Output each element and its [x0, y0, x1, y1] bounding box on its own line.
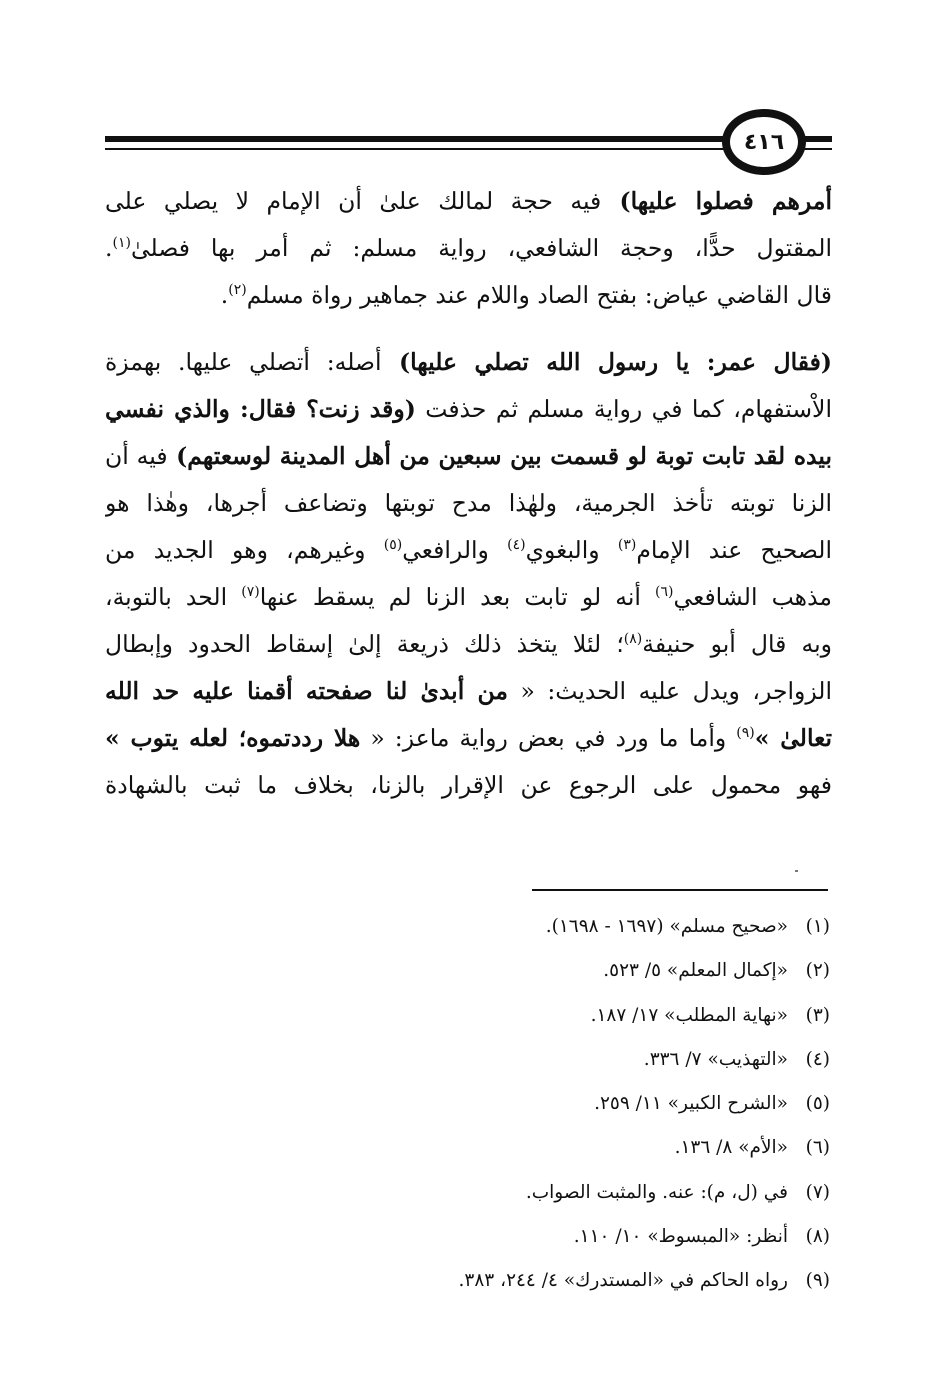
text-span: المقتول حدًّا، وحجة الشافعي، رواية مسلم: ثم أمر بها فصلىٰ: [130, 234, 832, 262]
footnote-number: (١): [805, 916, 830, 937]
text-line: [105, 480, 832, 527]
footnote-ref: (٧): [241, 584, 260, 601]
text-span: .: [220, 281, 229, 309]
footnote-text: أنظر: «المبسوط» ١٠/ ١١٠.: [573, 1226, 788, 1248]
text-span: الزنا توبته تأخذ الجرمية، ولهٰذا مدح توبتها وتضاعف أجرها، وهٰذا هو: [105, 489, 832, 517]
text-span: الصحيح عند الإمام: [636, 536, 832, 564]
footnote-ref: (١): [112, 235, 131, 252]
footnote-item: [300, 1082, 830, 1126]
text-line: [105, 621, 832, 668]
footnote-text: في (ل، م): عنه. والمثبت الصواب.: [525, 1181, 788, 1203]
footnote-ref: (٣): [617, 537, 637, 554]
text-line: [105, 272, 832, 319]
bold-span: تعالىٰ »: [754, 724, 832, 752]
footnote-ref: (٥): [383, 537, 403, 554]
footnote-number: (٣): [805, 1004, 830, 1026]
footnote-ref: (٢): [228, 282, 247, 299]
footnote-number: (٥): [805, 1093, 830, 1115]
footnote-separator: [532, 889, 828, 891]
footnote-item: [300, 905, 830, 949]
page-number-badge: [722, 109, 806, 175]
text-span: أصله: أتصلي عليها. بهمزة: [105, 348, 382, 376]
page-number: ٤١٦: [743, 129, 785, 155]
footnote-text: «إكمال المعلم» ٥/ ٥٢٣.: [603, 960, 788, 982]
text-line: [105, 386, 832, 433]
bold-span: من أبدىٰ لنا صفحته أقمنا عليه حد الله: [105, 677, 508, 705]
footnote-item: [300, 949, 830, 993]
main-text: [105, 178, 832, 809]
text-span: وأما ما ورد في بعض رواية ماعز: «: [360, 724, 737, 752]
footnote-item: [300, 1171, 830, 1215]
stray-dot: [795, 870, 798, 872]
footnote-item: [300, 1215, 830, 1259]
bold-span: (فقال عمر: يا رسول الله تصلي عليها): [381, 348, 832, 376]
footnote-text: «صحيح مسلم» (١٦٩٧ - ١٦٩٨).: [545, 916, 788, 937]
text-span: فيه حجة لمالك علىٰ أن الإمام لا يصلي على: [105, 187, 602, 215]
footnote-text: «الأم» ٨/ ١٣٦.: [674, 1137, 788, 1159]
header-rule-thin: [105, 148, 730, 150]
bold-span: بيده لقد تابت توبة لو قسمت بين سبعين من أهل المدينة لوسعتهم): [167, 442, 832, 470]
footnote-text: «الشرح الكبير» ١١/ ٢٥٩.: [594, 1093, 788, 1115]
footnote-item: [300, 1126, 830, 1170]
text-line: [105, 339, 832, 386]
text-line: [105, 178, 832, 225]
footnote-text: «التهذيب» ٧/ ٣٣٦.: [643, 1048, 788, 1070]
footnote-text: رواه الحاكم في «المستدرك» ٤/ ٢٤٤، ٣٨٣.: [458, 1270, 788, 1292]
header-rule-thick: [105, 136, 730, 142]
text-line: [105, 668, 832, 715]
text-line: [105, 762, 832, 809]
footnote-text: «نهاية المطلب» ١٧/ ١٨٧.: [590, 1004, 788, 1026]
bold-span: أمرهم فصلوا عليها): [601, 187, 832, 215]
text-span: مذهب الشافعي: [673, 583, 832, 611]
footnote-number: (٨): [805, 1226, 830, 1248]
footnote-ref: (٦): [655, 584, 674, 601]
bold-span: (وقد زنت؟ فقال: والذي نفسي: [105, 395, 416, 423]
text-line: [105, 433, 832, 480]
text-span: فيه أن: [105, 442, 168, 470]
text-line: [105, 527, 832, 574]
footnote-number: (٧): [805, 1181, 830, 1203]
footnotes: [300, 905, 830, 1304]
bold-span: هلا رددتموه؛ لعله يتوب »: [105, 724, 361, 752]
footnote-ref: (٨): [623, 631, 643, 648]
text-span: .: [105, 234, 113, 262]
footnote-number: (٤): [805, 1048, 830, 1070]
text-span: فهو محمول على الرجوع عن الإقرار بالزنا، بخلاف ما ثبت بالشهادة: [105, 771, 832, 799]
footnote-number: (٩): [805, 1270, 830, 1292]
footnote-number: (٢): [805, 960, 830, 982]
footnote-ref: (٩): [736, 725, 755, 742]
text-span: والرافعي: [402, 536, 508, 564]
footnote-item: [300, 1038, 830, 1082]
footnote-ref: (٤): [507, 537, 526, 554]
footnote-number: (٦): [805, 1137, 830, 1159]
text-span: قال القاضي عياض: بفتح الصاد واللام عند جماهير رواة مسلم: [246, 281, 832, 309]
text-span: أنه لو تابت بعد الزنا لم يسقط عنها: [259, 583, 656, 611]
footnote-item: [300, 1259, 830, 1303]
text-line: [105, 225, 832, 272]
footnote-item: [300, 994, 830, 1038]
text-line: [105, 574, 832, 621]
text-span: والبغوي: [525, 536, 618, 564]
text-span: وغيرهم، وهو الجديد من: [105, 536, 384, 564]
text-span: ؛ لئلا يتخذ ذلك ذريعة إلىٰ إسقاط الحدود وإبطال: [105, 630, 624, 658]
text-span: وبه قال أبو حنيفة: [642, 630, 832, 658]
text-span: الزواجر، ويدل عليه الحديث: «: [507, 677, 832, 705]
text-line: [105, 715, 832, 762]
text-span: الاْستفهام، كما في رواية مسلم ثم حذفت: [415, 395, 832, 423]
text-span: الحد بالتوبة،: [105, 583, 242, 611]
